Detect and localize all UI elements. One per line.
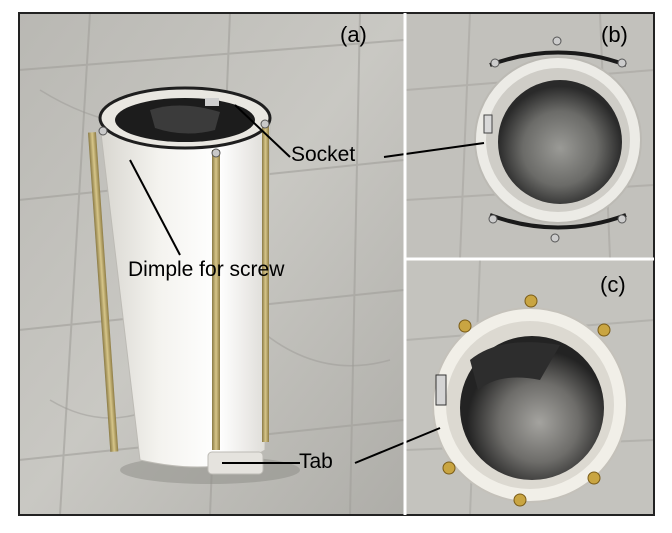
tab-label: Tab [299,450,333,473]
panel-label-c: (c) [600,272,626,297]
panel-b-photo [384,13,654,258]
panel-label-b: (b) [601,22,628,47]
socket-label: Socket [291,143,356,166]
panel-label-a: (a) [340,22,367,47]
dimple-label: Dimple for screw [128,258,285,281]
